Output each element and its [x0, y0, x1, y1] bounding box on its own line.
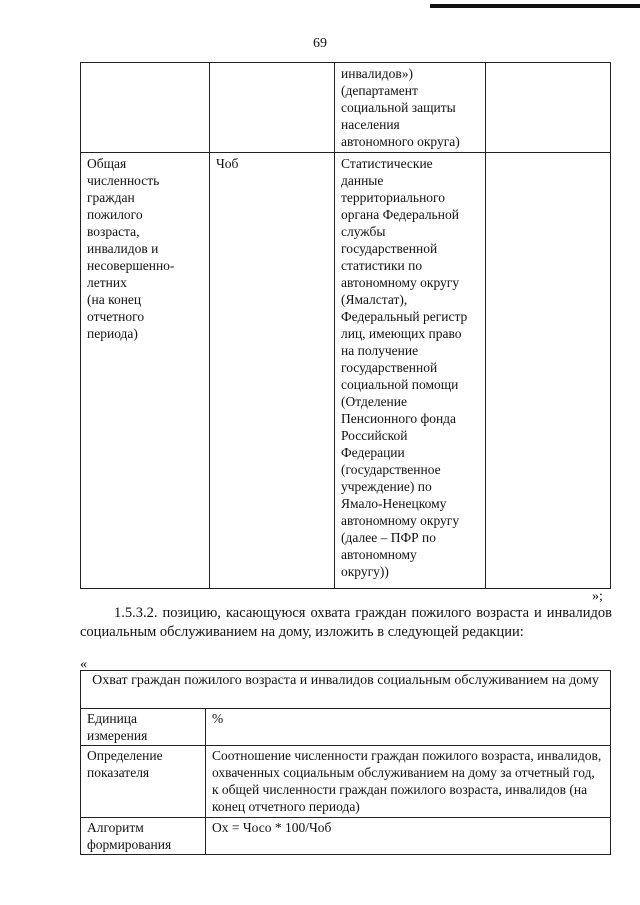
indicator-name-cell: [81, 63, 210, 153]
row-value: %: [206, 709, 611, 746]
coverage-indicator-table: [80, 670, 611, 855]
row-label: Единица измерения: [81, 709, 206, 746]
amendment-paragraph: 1.5.3.2. позицию, касающуюся охвата граждан пожилого возраста и инвалидов социальным обслуживанием на дому, изложить в следующей редакции:: [80, 605, 612, 640]
table-row: [81, 818, 611, 855]
table-row: [81, 63, 611, 153]
empty-cell: [486, 153, 611, 589]
empty-cell: [486, 63, 611, 153]
symbol-cell: [210, 63, 335, 153]
data-source-cell: Статистические данные территориального органа Федеральной службы государственной статистики по автономному округу (Ямалстат), Федеральный регистр лиц, имеющих право на получение государственной социальной помощи (Отделение Пенсионного фонда Российской Федерации (государственное учреждение) по Ямало-Ненецкому автономному округу (далее – ПФР по автономному округу)): [335, 153, 486, 589]
data-source-cell: инвалидов») (департамент социальной защиты населения автономного округа): [335, 63, 486, 153]
row-value: Ох = Чосо * 100/Чоб: [206, 818, 611, 855]
symbol-cell: Чоб: [210, 153, 335, 589]
closing-quote: »;: [592, 589, 603, 604]
header-rule: [430, 4, 640, 8]
table-title: Охват граждан пожилого возраста и инвалидов социальным обслуживанием на дому: [81, 671, 611, 709]
row-value: Соотношение численности граждан пожилого возраста, инвалидов, охваченных социальным обслуживанием на дому за отчетный год, к общей численности граждан пожилого возраста, инвалидов (на конец отчетного периода): [206, 746, 611, 818]
row-label: Определение показателя: [81, 746, 206, 818]
opening-quote: «: [80, 657, 87, 672]
indicator-name-cell: Общая численность граждан пожилого возраста, инвалидов и несовершенно- летних (на конец отчетного периода): [81, 153, 210, 589]
row-label: Алгоритм формирования: [81, 818, 206, 855]
indicator-table-continued: [80, 62, 611, 589]
page-number: 69: [313, 36, 327, 51]
table-row: [81, 709, 611, 746]
table-row: [81, 746, 611, 818]
table-row: [81, 153, 611, 589]
table-header-row: [81, 671, 611, 709]
